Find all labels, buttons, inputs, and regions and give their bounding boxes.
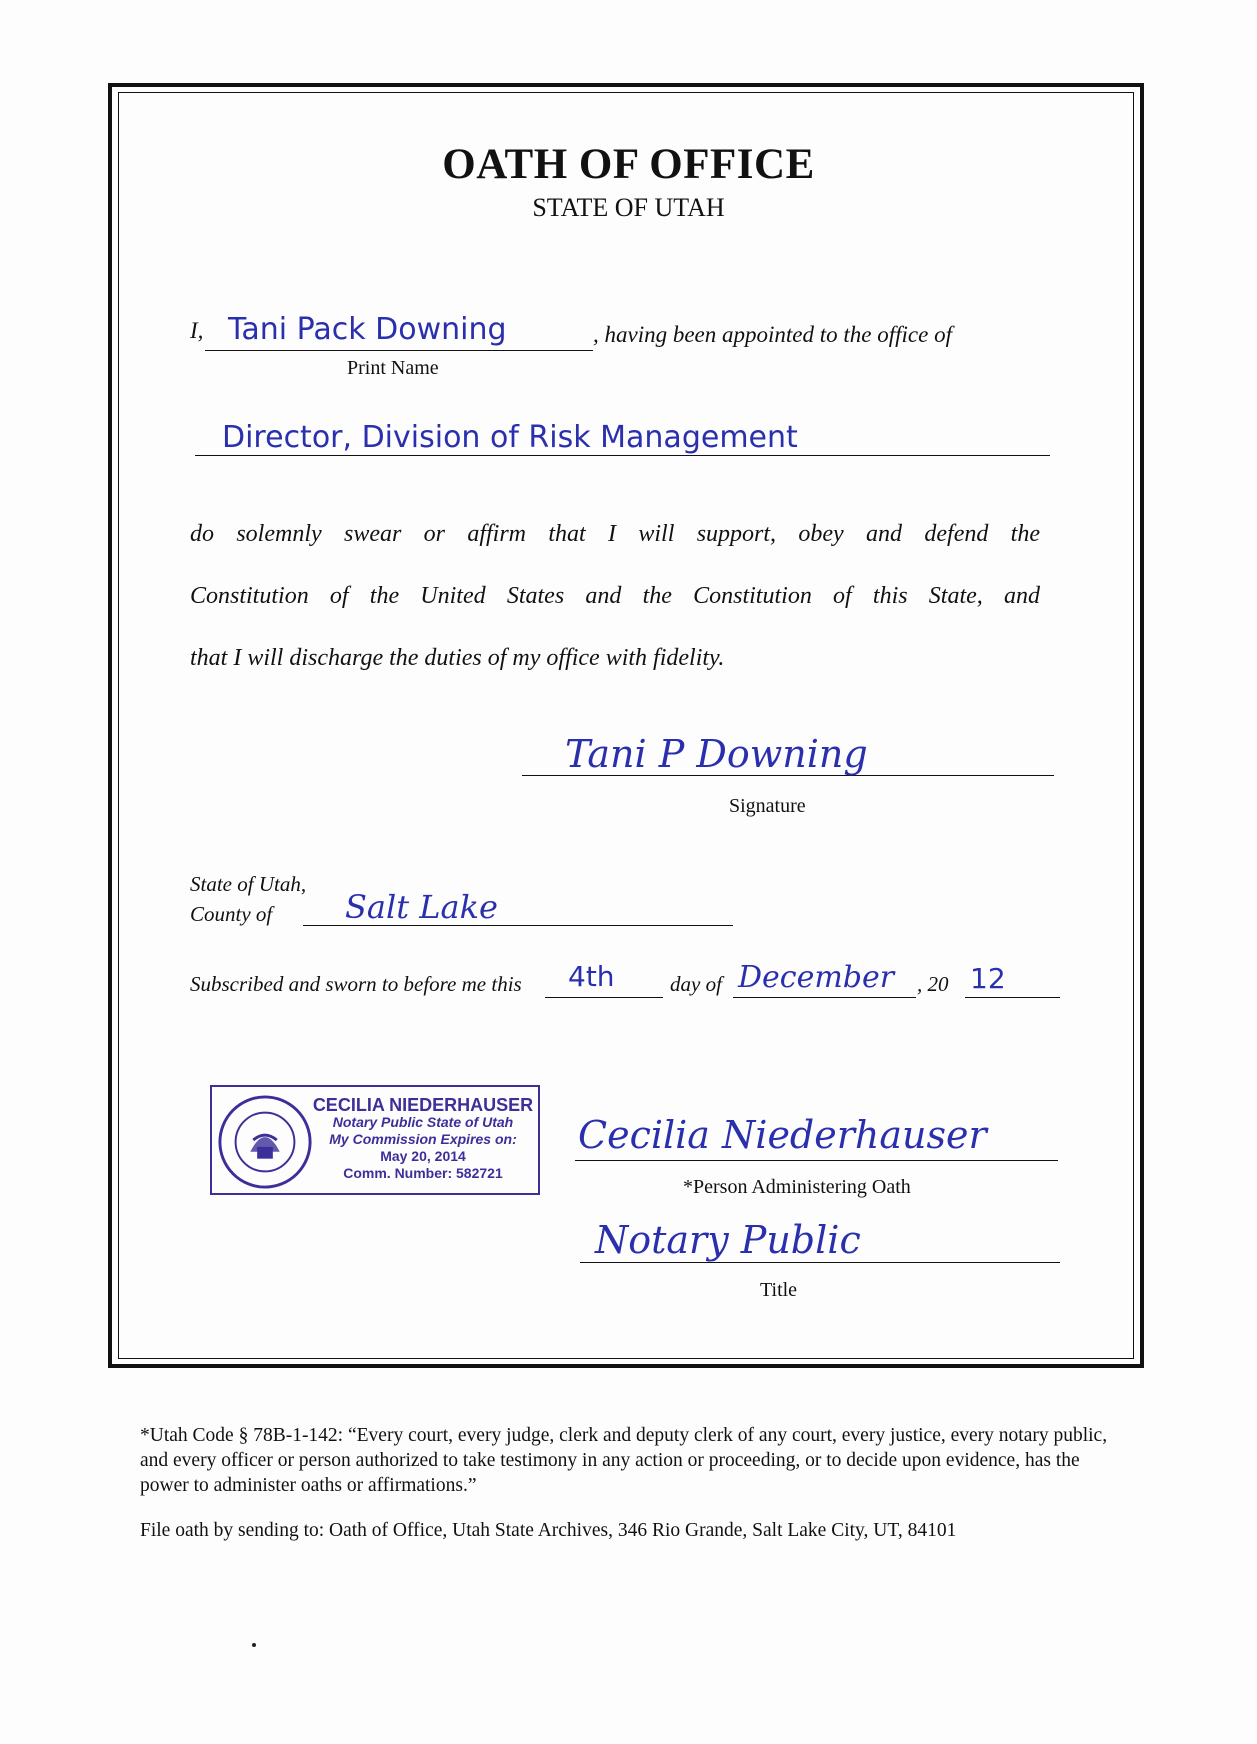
state-label: State of Utah,	[190, 872, 307, 896]
stamp-line: Comm. Number: 582721	[343, 1165, 503, 1181]
administrator-label: *Person Administering Oath	[683, 1176, 911, 1198]
day-handwritten: 4th	[568, 960, 615, 993]
month-handwritten: December	[738, 960, 895, 995]
title-handwritten: Notary Public	[595, 1218, 861, 1262]
month-line	[733, 997, 916, 998]
oath-i-prefix: I,	[190, 318, 204, 343]
office-handwritten: Director, Division of Risk Management	[222, 420, 798, 455]
signature-label: Signature	[729, 795, 806, 817]
appointed-text: , having been appointed to the office of	[593, 322, 952, 347]
year-line	[965, 997, 1060, 998]
notary-stamp	[210, 1085, 540, 1195]
stamp-notary-name: CECILIA NIEDERHAUSER	[312, 1095, 534, 1115]
county-handwritten: Salt Lake	[345, 888, 498, 926]
footnote: *Utah Code § 78B-1-142: “Every court, every judge, clerk and deputy clerk of any court, every justice, every notary public, and every officer or person authorized to take testimony in any action or proceeding, or to decide upon evidence, has the power to administer oaths or affirmations.”	[140, 1425, 1108, 1496]
page-subtitle: STATE OF UTAH	[532, 193, 725, 222]
stamp-line: Notary Public State of Utah	[332, 1114, 514, 1130]
day-line	[545, 997, 663, 998]
filing-instructions: File oath by sending to: Oath of Office, Utah State Archives, 346 Rio Grande, Salt Lake City, UT, 84101	[140, 1520, 957, 1541]
name-handwritten: Tani Pack Downing	[228, 312, 507, 347]
title-line	[580, 1262, 1060, 1263]
print-name-label: Print Name	[347, 357, 439, 379]
signature-handwritten: Tani P Downing	[565, 732, 868, 776]
administrator-line	[575, 1160, 1058, 1161]
page-title: OATH OF OFFICE	[442, 141, 815, 188]
title-label: Title	[760, 1279, 798, 1301]
stamp-line: May 20, 2014	[380, 1148, 466, 1164]
sworn-prefix: Subscribed and sworn to before me this	[190, 972, 522, 996]
office-line	[195, 455, 1050, 456]
oath-body-line: do solemnly swear or affirm that I will support, obey and defend the	[190, 521, 1040, 547]
oath-body-line: that I will discharge the duties of my office with fidelity.	[190, 645, 725, 671]
scan-speck	[252, 1643, 256, 1647]
county-label: County of	[190, 902, 273, 926]
stamp-line: My Commission Expires on:	[329, 1131, 517, 1147]
administrator-signature-handwritten: Cecilia Niederhauser	[578, 1113, 987, 1157]
day-of-text: day of	[670, 972, 722, 996]
year-prefix: , 20	[917, 972, 949, 996]
year-handwritten: 12	[970, 962, 1006, 995]
state-seal-icon	[216, 1093, 314, 1191]
name-line	[205, 350, 593, 351]
oath-body-line: Constitution of the United States and the Constitution of this State, and	[190, 583, 1040, 609]
